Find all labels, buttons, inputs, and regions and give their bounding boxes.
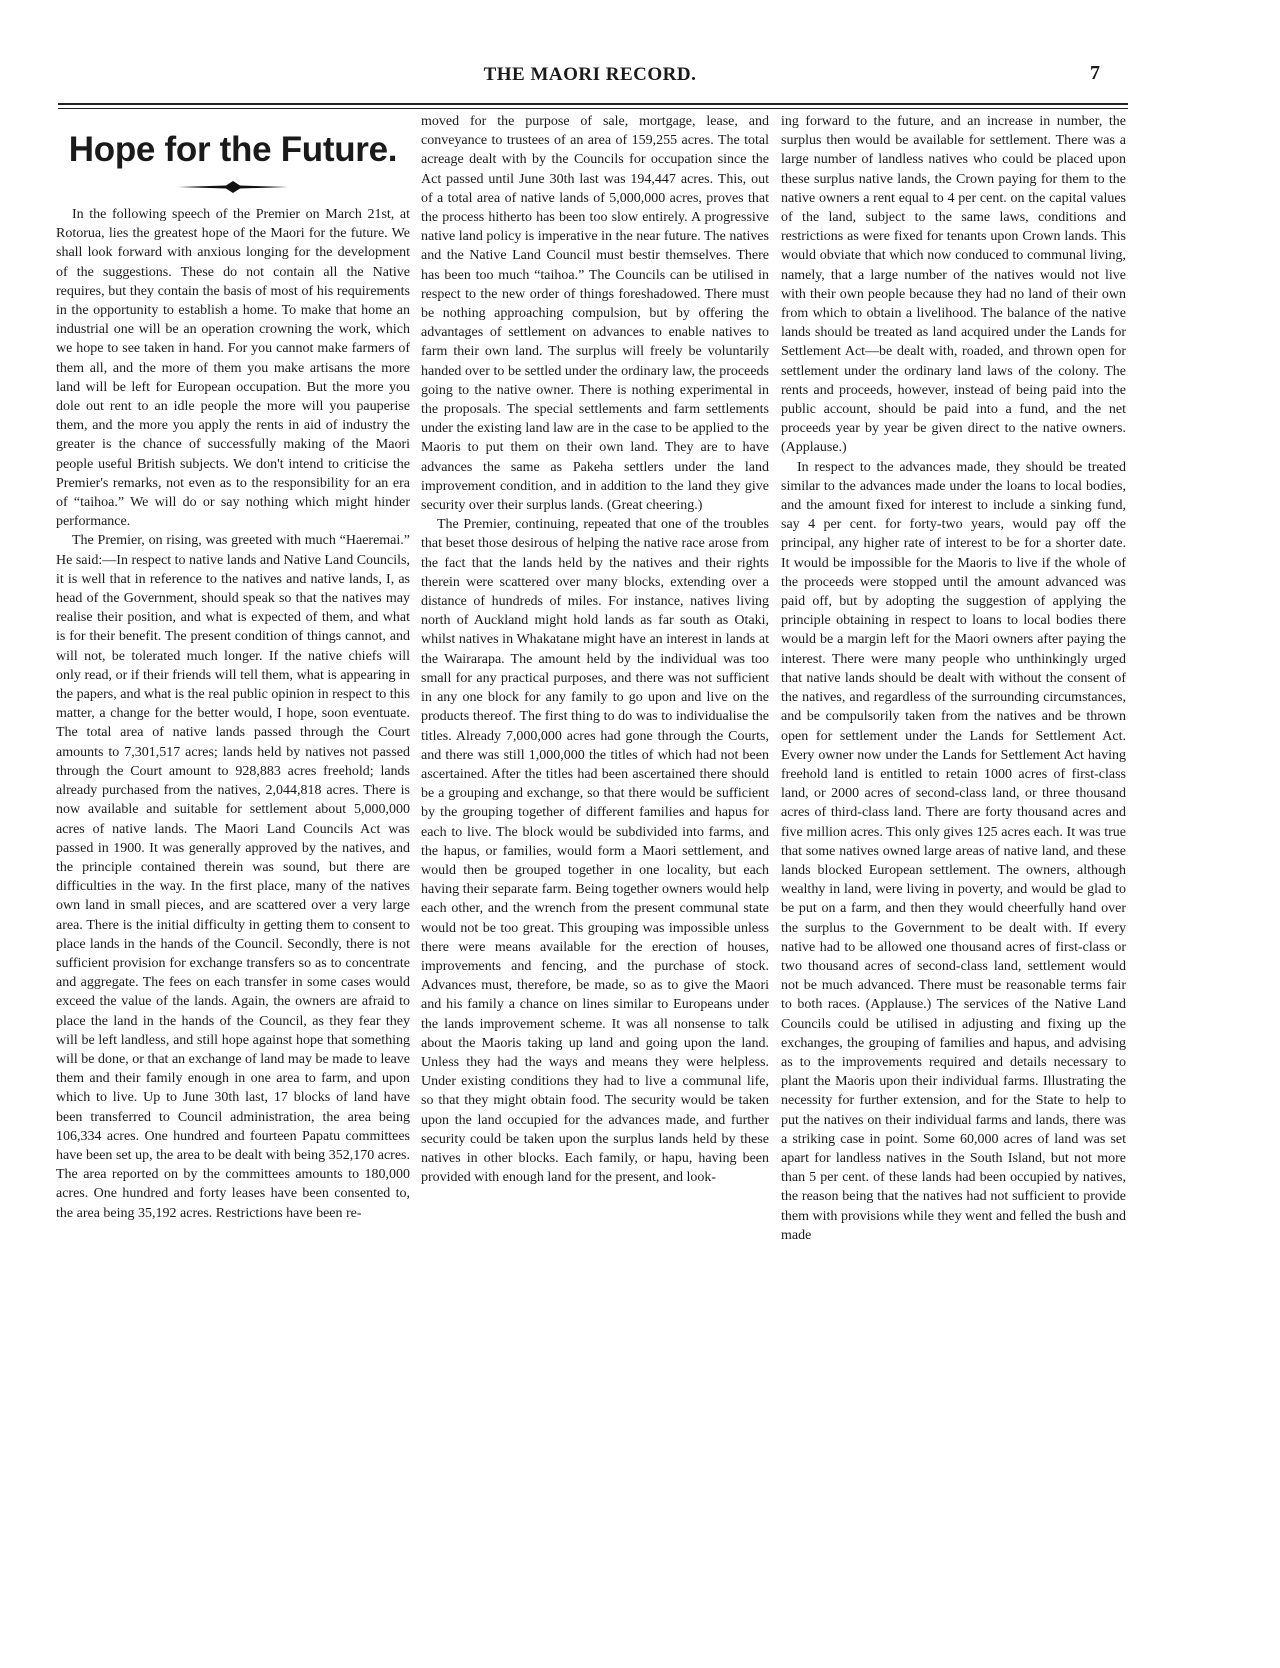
header-rule-thin	[58, 108, 1128, 109]
header-rule	[58, 103, 1128, 105]
column-2	[421, 112, 769, 1187]
paragraph: The Premier, continuing, repeated that one of the troubles that beset those desirous of helping the native race arose from the fact that the lands held by the natives and their rights therein were scattered over many blocks, extending over a distance of hundreds of miles. For instance, natives living north of Auckland might hold lands as far south as Otaki, whilst natives in Whakatane might have an interest in lands at the Wairarapa. The amount held by the individual was too small for any practical purposes, and there was not sufficient in any one block for any family to go upon and live on the products thereof. The first thing to do was to individualise the titles. Already 7,000,000 acres had gone through the Courts, and there was still 1,000,000 the titles of which had not been ascertained. After the titles had been ascertained there should be a grouping and exchange, so that there would be sufficient by the grouping together of different families and hapus for each to live. The block would be subdivided into farms, and the hapus, or families, would form a Maori settlement, and would then be grouped together in one locality, but each having their separate farm. Being together owners would help each other, and the wrench from the present communal state would not be too great. This grouping was impossible unless there were means available for the erection of houses, improvements and fencing, and the purchase of stock. Advances must, therefore, be made, so as to give the Maori and his family a chance on lines similar to Europeans under the lands improvement scheme. It was all nonsense to talk about the Maoris taking up land and going upon the land. Unless they had the ways and means they were helpless. Under existing conditions they had to live a communal life, so that they might obtain food. The security would be taken upon the land occupied for the advances made, and further security could be taken upon the surplus lands held by these natives in other blocks. Each family, or hapu, having been provided with enough land for the present, and look-	[421, 517, 769, 1186]
paragraph: ing forward to the future, and an increase in number, the surplus then would be available for settlement. There was a large number of landless natives who could be placed upon these surplus native lands, the Crown paying for them to the native owners a rent equal to 4 per cent. on the capital values of the land, subject to the same laws, conditions and restrictions as were fixed for tenants upon Crown lands. This would obviate that which now conduced to communal living, namely, that a large number of the natives would not live with their own people because they had no land of their own from which to obtain a livelihood. The balance of the native lands should be treated as land acquired under the Lands for Settlement Act—be dealt with, roaded, and thrown open for settlement under the ordinary land laws of the colony. The rents and proceeds, however, instead of being paid into the public account, should be paid into a fund, and the net proceeds year by year be given direct to the native owners. (Applause.)	[781, 114, 1126, 456]
column-1	[56, 205, 410, 1223]
running-title: THE MAORI RECORD.	[483, 64, 697, 85]
diamond-ornament-icon	[178, 180, 288, 194]
page-number: 7	[1090, 62, 1100, 84]
paragraph: In the following speech of the Premier on March 21st, at Rotorua, lies the greatest hope of the Maori for the future. We shall look forward with anxious longing for the development of the suggestions. These do not contain all the Native requires, but they contain the basis of most of his requirements in the opportunity to establish a home. To make that home an industrial one will be an operation crowning the work, which we hope to see taken in hand. For you cannot make farmers of them all, and the more of them you make artisans the more land will be left for European occupation. But the more you dole out rent to an idle people the more will you pauperise them, and the more you apply the rents in aid of industry the greater is the chance of successfully making of the Maori people useful British subjects. We don't intend to criticise the Premier's remarks, not even as to the responsibility for an era of “taihoa.” We will do or say nothing which might hinder performance.	[56, 207, 410, 530]
paragraph: moved for the purpose of sale, mortgage, lease, and conveyance to trustees of an area of 159,255 acres. The total acreage dealt with by the Councils for occupation since the Act passed until June 30th last was 194,447 acres. This, out of a total area of native lands of 5,000,000 acres, proves that the process hitherto has been too slow entirely. A progressive native land policy is imperative in the near future. The natives and the Native Land Council must bestir themselves. There has been too much “taihoa.” The Councils can be utilised in respect to the new order of things foreshadowed. There must be nothing approaching compulsion, but by offering the advantages of settlement on advances to enable natives to farm their own land. The surplus will freely be voluntarily handed over to be settled under the ordinary law, the proceeds going to the native owner. There is nothing experimental in the proposals. The special settlements and farm settlements under the existing land law are in the case to be applied to the Maoris to put them on their own land. They are to have advances the same as Pakeha settlers under the land improvement condition, and in addition to the land they give security over their surplus lands. (Great cheering.)	[421, 114, 769, 514]
paragraph: In respect to the advances made, they should be treated similar to the advances made under the loans to local bodies, and the amount fixed for interest to include a sinking fund, say 4 per cent. for forty-two years, would pay off the principal, any higher rate of interest to be for a shorter date. It would be impossible for the Maoris to live if the whole of the proceeds were stopped until the amount advanced was paid off, but by adopting the suggestion of applying the principle obtaining in respect to loans to local bodies there would be a margin left for the Maori owners after paying the interest. There were many people who unthinkingly urged that native lands should be dealt with without the consent of the natives, and regardless of the surrounding circumstances, and be compulsorily taken from the natives and be thrown open for settlement under the Lands for Settlement Act. Every owner now under the Lands for Settlement Act having freehold land is entitled to retain 1000 acres of first-class land, or 2000 acres of second-class land, or three thousand acres of third-class land. There are forty thousand acres and five million acres. This only gives 125 acres each. It was true that some natives owned large areas of native land, and these lands blocked European settlement. The owners, although wealthy in land, were living in poverty, and would be glad to be put on a farm, and then they would cheerfully hand over the surplus to the Government to be dealt with. If every native had to be allowed one thousand acres of first-class or two thousand acres of second-class land, settlement would not be much advanced. There must be reasonable terms fair to both races. (Applause.) The services of the Native Land Councils could be utilised in adjusting and fixing up the exchanges, the grouping of families and hapus, and advising as to the improvements required and details necessary to plant the Maoris upon their individual farms. Illustrating the necessity for further extension, and for the State to help to put the natives on their individual farms and lands, there was a striking case in point. Some 60,000 acres of land was set apart for landless natives in the South Island, but not more than 5 per cent. of these lands had been occupied by natives, the reason being that the natives had not sufficient to provide them with provisions while they went and felled the bush and made	[781, 459, 1126, 1243]
paragraph: The Premier, on rising, was greeted with much “Haeremai.” He said:—In respect to native lands and Native Land Councils, it is well that in reference to the natives and native lands, I, as head of the Government, should speak so that the natives may realise their position, and what is expected of them, and what is for their benefit. The present condition of things cannot, and will not, be tolerated much longer. If the native chiefs will only read, or if their friends will tell them, what is appearing in the papers, and what is the real public opinion in respect to this matter, a change for the better would, I hope, soon eventuate. The total area of native lands passed through the Court amounts to 7,301,517 acres; lands held by natives not passed through the Court amount to 928,883 acres freehold; lands already purchased from the natives, 2,044,818 acres. There is now available and suitable for settlement about 5,000,000 acres of native lands. The Maori Land Councils Act was passed in 1900. It was generally approved by the natives, and the principle contained therein was sound, but there are difficulties in the way. In the first place, many of the natives own land in small pieces, and are scattered over a very large area. There is the initial difficulty in getting them to consent to place lands in the hands of the Council. Secondly, there is not sufficient provision for exchange transfers so as to concentrate and aggregate. The fees on each transfer in some cases would exceed the value of the lands. Again, the owners are afraid to place the land in the hands of the Council, as they fear they will be left landless, and still hope against hope that something will be done, or that an exchange of land may be made to leave them and their family enough in one area to farm, and upon which to live. Up to June 30th last, 17 blocks of land have been transferred to Council administration, the area being 106,334 acres. One hundred and fourteen Papatu committees have been set up, the area to be dealt with being 352,170 acres. The area reported on by the committees amounts to 180,000 acres. One hundred and forty leases have been consented to, the area being 35,192 acres. Restrictions have been re-	[56, 533, 410, 1221]
column-3	[781, 112, 1126, 1245]
article-title: Hope for the Future.	[68, 130, 398, 169]
